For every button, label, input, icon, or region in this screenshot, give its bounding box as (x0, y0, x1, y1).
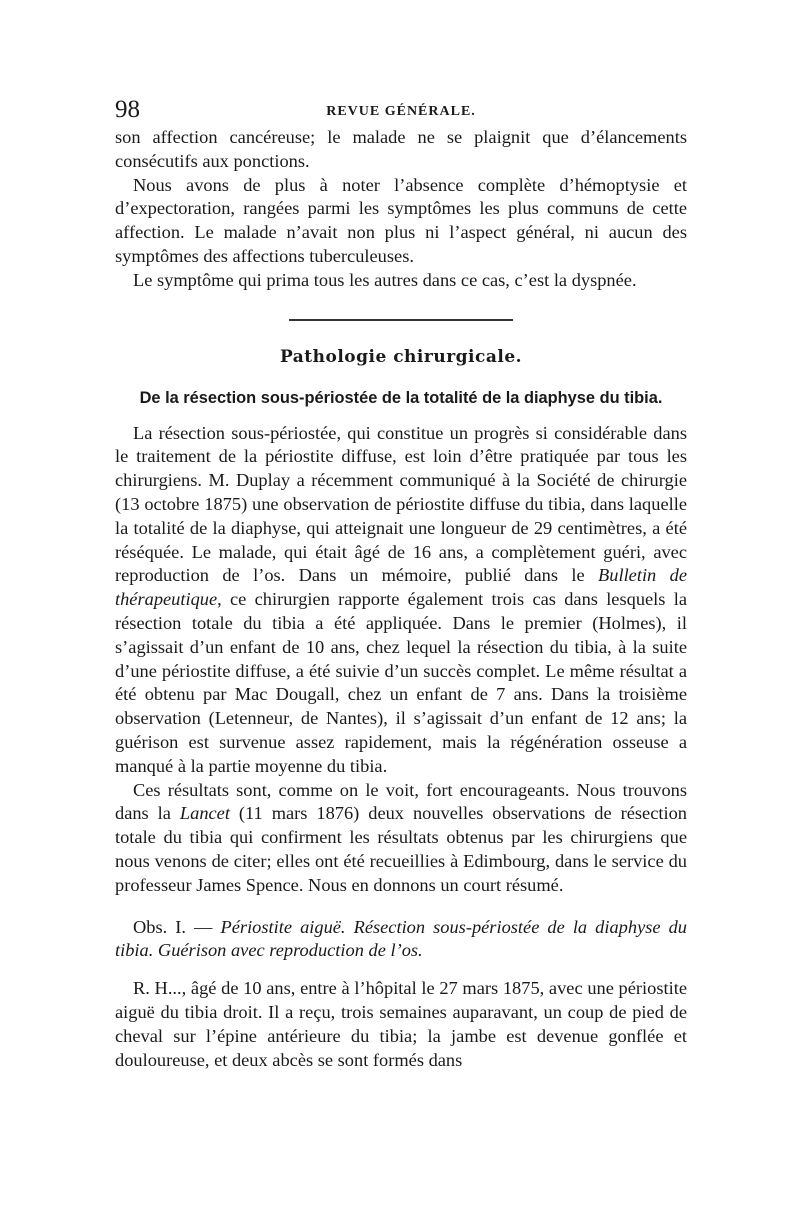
article-body (115, 422, 687, 898)
observation-number: Obs. I. — (133, 916, 213, 937)
article-paragraph-1-text-a: La résection sous-périostée, qui constitue un progrès si considérable dans le traitement de la périostite diffuse, est loin d’être pratiquée par tous les chirurgiens. M. Duplay a récemment communiqué à la Société de chirurgie (13 octobre 1875) une observation de périostite diffuse du tibia, dans laquelle la totalité de la diaphyse, qui atteignait une longueur de 29 centimètres, a été réséquée. Le malade, qui était âgé de 16 ans, a complètement guéri, avec reproduction de l’os. Dans un mémoire, publié dans le (115, 422, 687, 586)
running-header (115, 96, 687, 126)
case-body (115, 977, 687, 1072)
section-divider (289, 319, 513, 321)
case-paragraph: R. H..., âgé de 10 ans, entre à l’hôpital le 27 mars 1875, avec une périostite aiguë du tibia droit. Il a reçu, trois semaines auparavant, un coup de pied de cheval sur l’épine antérieure du tibia; la jambe est devenue gonflée et douloureuse, et deux abcès se sont formés dans (115, 978, 687, 1070)
intro-paragraph-3: Le symptôme qui prima tous les autres dans ce cas, c’est la dyspnée. (133, 269, 637, 290)
journal-title-lancet: Lancet (179, 803, 230, 824)
running-title: REVUE GÉNÉRALE. (326, 104, 476, 119)
article-paragraph-2-text-b: (11 mars 1876) deux nouvelles observations de résection totale du tibia qui confirment les résultats obtenus par les chirurgiens que nous venons de citer; elles ont été recueillies à Edimbourg, dans le service du professeur James Spence. Nous en donnons un court résumé. (115, 803, 687, 895)
intro-paragraph-1: son affection cancéreuse; le malade ne se plaignit que d’élancements consécutifs aux ponctions. (115, 127, 687, 171)
article-paragraph-1 (115, 422, 687, 779)
article-paragraph-1-text-b: , ce chirurgien rapporte également trois cas dans lesquels la résection totale du tibia a été appliquée. Dans le premier (Holmes), il s’agissait d’un enfant de 10 ans, chez lequel la résection du tibia, à la suite d’une périostite diffuse, a été suivie d’un succès complet. Le même résultat a été obtenu par Mac Dougall, chez un enfant de 7 ans. Dans la troisième observation (Letenneur, de Nantes), il s’agissait d’un enfant de 12 ans; la guérison est survenue assez rapidement, mais la régénération osseuse a manqué à la partie moyenne du tibia. (115, 589, 687, 776)
observation-title: Périostite aiguë. Résection sous-périostée de la diaphyse du tibia. Guérison avec reproduction de l’os. (115, 916, 687, 961)
intro-paragraph-2: Nous avons de plus à noter l’absence complète d’hémoptysie et d’expectoration, rangées parmi les symptômes les plus communs de cette affection. Le malade n’avait non plus ni l’aspect général, ni aucun des symptômes des affections tuberculeuses. (115, 174, 687, 266)
document-page (115, 96, 687, 1072)
journal-title-bulletin: Bulletin de thérapeutique (115, 565, 687, 610)
article-title: De la résection sous-périostée de la totalité de la diaphyse du tibia. (139, 388, 663, 407)
section-heading: Pathologie chirurgicale. (279, 346, 523, 367)
article-paragraph-2 (115, 779, 687, 898)
article-paragraph-2-text-a: Ces résultats sont, comme on le voit, fort encourageants. Nous trouvons dans la (115, 779, 687, 824)
page-number: 98 (115, 96, 140, 123)
observation-heading (115, 916, 687, 964)
